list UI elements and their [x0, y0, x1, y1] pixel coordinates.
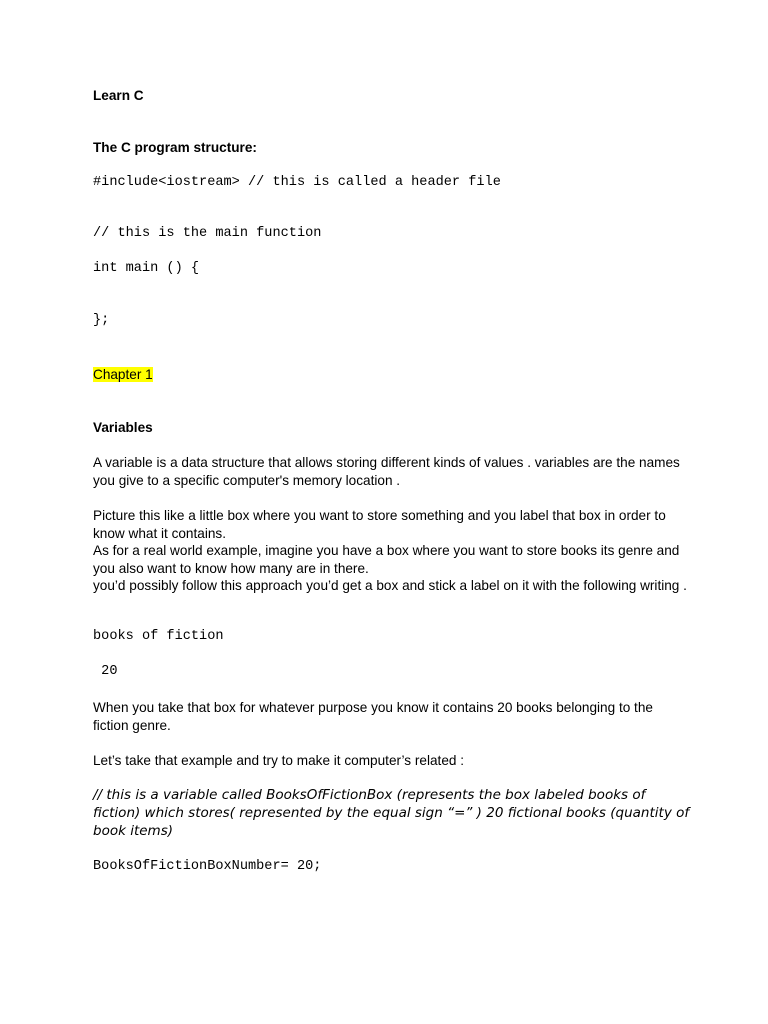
italic-code-comment: // this is a variable called BooksOfFictionBox (represents the box labeled books of fiction) which stores( represented by the equal sign “=” ) 20 fictional books (quantity of book items): [93, 787, 690, 839]
code-include-line: #include<iostream> // this is called a header file: [93, 175, 501, 190]
structure-heading: The C program structure:: [93, 140, 257, 155]
paragraph-box-purpose: When you take that box for whatever purpose you know it contains 20 books belonging to the fiction genre.: [93, 700, 653, 733]
variables-heading: Variables: [93, 420, 153, 435]
document-title: Learn C: [93, 88, 144, 103]
paragraph-approach: you’d possibly follow this approach you’d get a box and stick a label on it with the following writing .: [93, 578, 687, 593]
code-label-value: 20: [93, 664, 118, 679]
code-label-text: books of fiction: [93, 629, 224, 644]
paragraph-computer-related: Let’s take that example and try to make it computer’s related :: [93, 753, 465, 768]
paragraph-definition: A variable is a data structure that allows storing different kinds of values . variables are the names you give to a specific computer's memory location .: [93, 455, 680, 488]
paragraph-real-world: As for a real world example, imagine you have a box where you want to store books its genre and you also want to know how many are in there.: [93, 543, 680, 576]
code-main-close: };: [93, 313, 110, 328]
code-main-comment: // this is the main function: [93, 226, 322, 241]
code-main-open: int main () {: [93, 261, 200, 276]
chapter-label: [93, 366, 153, 384]
chapter-highlight: Chapter 1: [93, 367, 153, 382]
code-assignment: BooksOfFictionBoxNumber= 20;: [93, 859, 322, 874]
paragraph-picture: Picture this like a little box where you want to store something and you label that box in order to know what it contains.: [93, 508, 666, 541]
